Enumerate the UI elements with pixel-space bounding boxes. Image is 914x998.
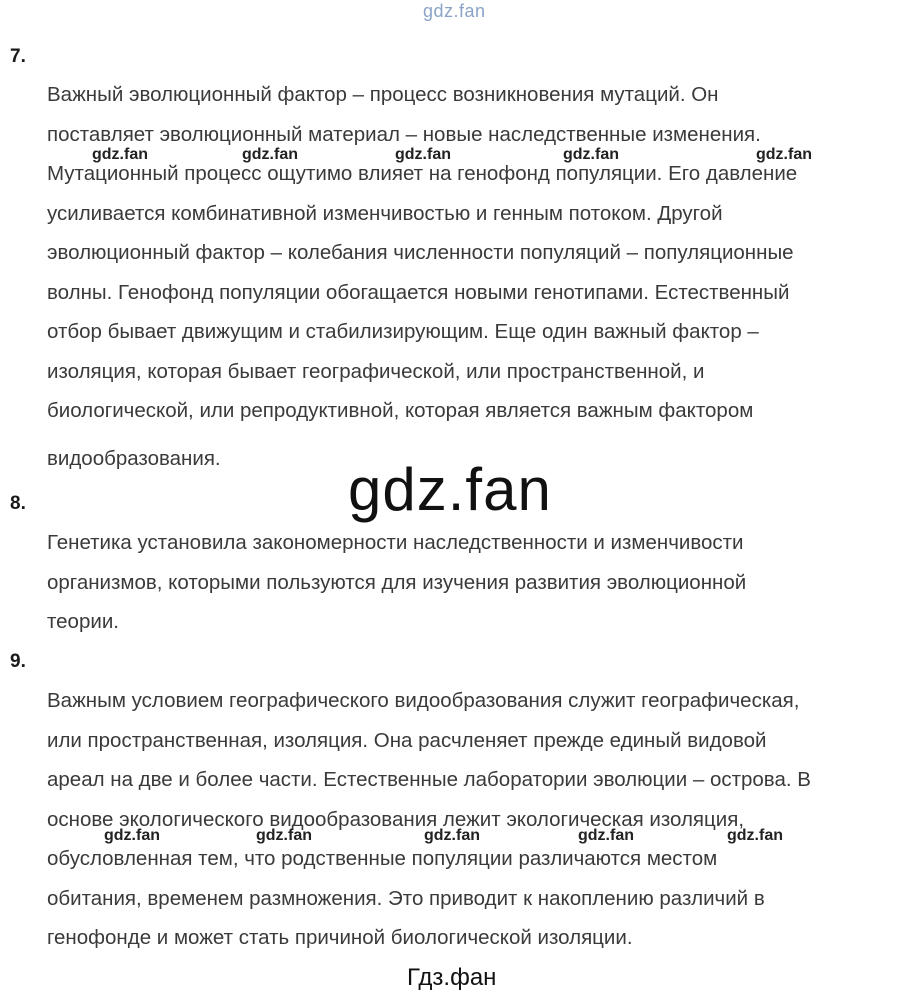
text-line: Генетика установила закономерности наследственности и изменчивости	[47, 531, 744, 554]
watermark-row	[0, 146, 914, 166]
answer-text-8	[47, 523, 907, 642]
text-line: Важным условием географического видообразования служит географическая,	[47, 689, 800, 712]
watermark-small: gdz.fan	[395, 146, 451, 163]
text-line: Важный эволюционный фактор – процесс возникновения мутаций. Он	[47, 83, 719, 106]
text-line: организмов, которыми пользуются для изучения развития эволюционной	[47, 570, 747, 594]
text-line: генофонде и может стать причиной биологической изоляции.	[47, 926, 633, 949]
watermark-small: gdz.fan	[242, 146, 298, 163]
text-line: обусловленная тем, что родственные популяции различаются местом	[47, 847, 718, 870]
watermark-top: gdz.fan	[423, 1, 486, 21]
text-line: изоляция, которая бывает географической, или пространственной, и	[47, 359, 705, 383]
watermark-small: gdz.fan	[92, 146, 148, 163]
text-line: Мутационный процесс ощутимо влияет на генофонд популяции. Его давление	[47, 162, 798, 185]
answer-number-7: 7.	[10, 46, 26, 67]
watermark-small: gdz.fan	[756, 146, 812, 163]
text-line: видообразования.	[47, 446, 221, 470]
watermark-small: gdz.fan	[256, 827, 312, 844]
watermark-small: gdz.fan	[563, 146, 619, 163]
answer-text-7	[47, 75, 907, 478]
text-line: волны. Генофонд популяции обогащается новыми генотипами. Естественный	[47, 280, 790, 304]
watermark-small: gdz.fan	[727, 827, 783, 844]
watermark-small: gdz.fan	[104, 827, 160, 844]
text-line: усиливается комбинативной изменчивостью и генным потоком. Другой	[47, 201, 723, 225]
text-line: обитания, временем размножения. Это приводит к накоплению различий в	[47, 886, 765, 910]
text-line: отбор бывает движущим и стабилизирующим. Еще один важный фактор –	[47, 320, 759, 343]
watermark-bottom: Гдз.фан	[407, 964, 497, 991]
text-line: основе экологического видообразования лежит экологическая изоляция,	[47, 807, 745, 831]
watermark-center: gdz.fan	[348, 456, 552, 523]
text-line: ареал на две и более части. Естественные лаборатории эволюции – острова. В	[47, 768, 811, 791]
watermark-small: gdz.fan	[424, 827, 480, 844]
text-line: или пространственная, изоляция. Она расчленяет прежде единый видовой	[47, 728, 767, 752]
watermark-small: gdz.fan	[578, 827, 634, 844]
text-line: биологической, или репродуктивной, которая является важным фактором	[47, 399, 754, 422]
answer-number-8: 8.	[10, 493, 26, 514]
answer-number-9: 9.	[10, 651, 26, 672]
watermark-row	[0, 827, 914, 847]
text-line: поставляет эволюционный материал – новые наследственные изменения.	[47, 122, 761, 146]
text-line: теории.	[47, 610, 119, 633]
text-line: эволюционный фактор – колебания численности популяций – популяционные	[47, 241, 794, 264]
answer-text-9	[47, 681, 907, 958]
